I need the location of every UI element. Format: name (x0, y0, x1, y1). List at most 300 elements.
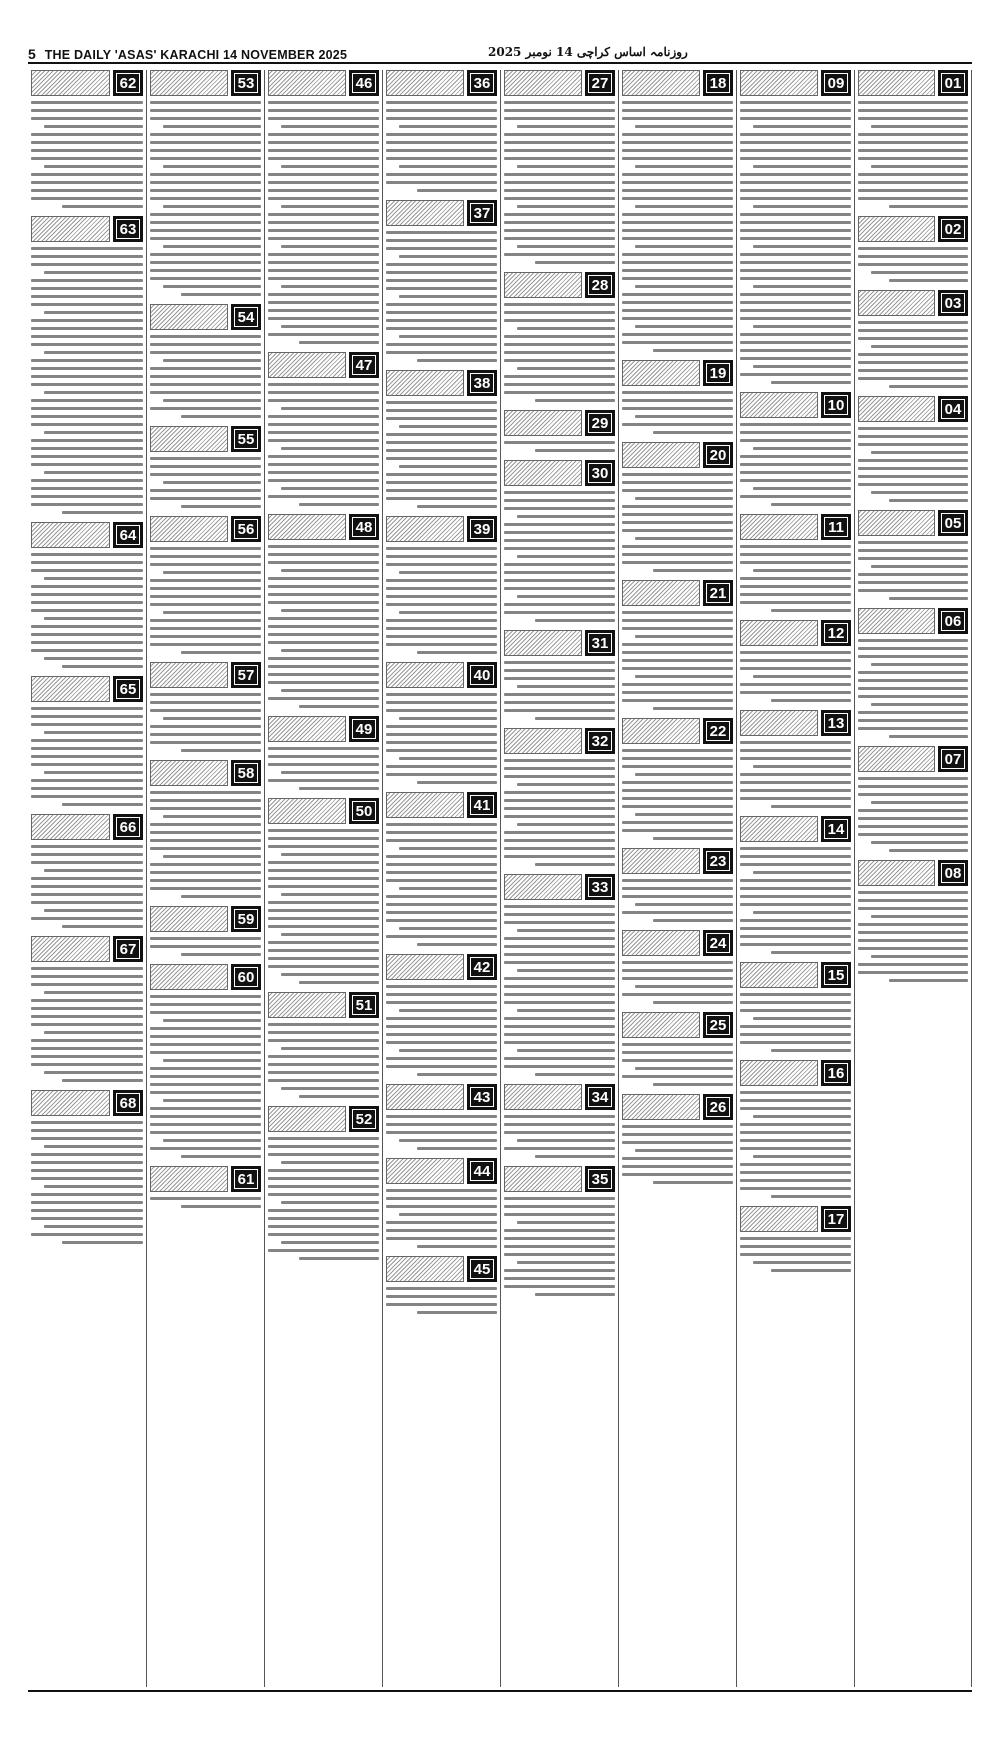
text-line (622, 237, 733, 240)
text-line (44, 1185, 143, 1188)
news-item-header (386, 954, 497, 980)
text-line (622, 691, 733, 694)
hatched-headline-bar (622, 1012, 700, 1038)
text-line (386, 919, 497, 922)
text-line (31, 633, 143, 636)
text-line (386, 773, 497, 776)
item-number-badge: 23 (703, 848, 733, 874)
text-line (31, 133, 143, 136)
hatched-headline-bar (150, 70, 228, 96)
text-line (635, 205, 733, 208)
text-line (281, 165, 379, 168)
hatched-headline-bar (150, 1166, 228, 1192)
hatched-headline-bar (268, 514, 346, 540)
text-line (635, 165, 733, 168)
hatched-headline-bar (858, 70, 935, 96)
news-item-header (386, 516, 497, 542)
text-line (858, 181, 968, 184)
text-line (504, 1123, 615, 1126)
text-line (740, 1147, 851, 1150)
text-line (44, 311, 143, 314)
news-item-header (31, 1090, 143, 1116)
news-item (858, 860, 968, 982)
news-item (622, 848, 733, 922)
item-number-badge: 21 (703, 580, 733, 606)
text-line (740, 1187, 851, 1190)
text-line (268, 383, 379, 386)
text-line (150, 367, 261, 370)
text-line (740, 757, 851, 760)
text-line (740, 1245, 851, 1248)
text-line (622, 879, 733, 882)
text-line (399, 847, 497, 850)
text-line (858, 475, 968, 478)
text-line (150, 181, 261, 184)
text-line (889, 499, 968, 502)
text-line (386, 319, 497, 322)
news-item (31, 216, 143, 514)
text-line (150, 1003, 261, 1006)
item-body-text (268, 383, 379, 506)
item-number-badge: 38 (467, 370, 497, 396)
text-line (504, 181, 615, 184)
text-line (504, 311, 615, 314)
text-line (504, 229, 615, 232)
hatched-headline-bar (31, 1090, 110, 1116)
text-line (163, 1059, 261, 1062)
text-line (858, 483, 968, 486)
text-line (535, 863, 615, 866)
text-line (740, 117, 851, 120)
text-line (31, 901, 143, 904)
text-line (740, 109, 851, 112)
text-line (504, 1237, 615, 1240)
text-line (181, 1155, 261, 1158)
text-line (871, 801, 968, 804)
text-line (386, 579, 497, 582)
text-line (31, 569, 143, 572)
item-number-badge: 55 (231, 426, 261, 452)
text-line (858, 329, 968, 332)
text-line (150, 1011, 261, 1014)
text-line (281, 245, 379, 248)
text-line (268, 399, 379, 402)
text-line (635, 813, 733, 816)
hatched-headline-bar (504, 728, 582, 754)
text-line (871, 915, 968, 918)
text-line (753, 245, 851, 248)
item-body-text (268, 545, 379, 708)
text-line (858, 671, 968, 674)
item-body-text (31, 707, 143, 806)
text-line (858, 647, 968, 650)
text-line (417, 505, 497, 508)
text-line (281, 569, 379, 572)
text-line (740, 1009, 851, 1012)
text-line (889, 597, 968, 600)
text-line (268, 189, 379, 192)
news-item-header (386, 1158, 497, 1184)
text-line (268, 1217, 379, 1220)
item-number-badge: 53 (231, 70, 261, 96)
news-item-header (622, 580, 733, 606)
item-body-text (622, 473, 733, 572)
text-line (150, 1027, 261, 1030)
text-line (386, 635, 497, 638)
hatched-headline-bar (268, 352, 346, 378)
item-body-text (386, 1287, 497, 1314)
text-line (504, 945, 615, 948)
text-line (386, 409, 497, 412)
text-line (150, 391, 261, 394)
text-line (163, 815, 261, 818)
text-line (622, 1165, 733, 1168)
item-body-text (740, 545, 851, 612)
text-line (740, 879, 851, 882)
text-line (386, 879, 497, 882)
text-line (753, 911, 851, 914)
hatched-headline-bar (150, 906, 228, 932)
news-item-header (504, 1166, 615, 1192)
news-item-header (31, 676, 143, 702)
news-item-header (858, 216, 968, 242)
text-line (740, 293, 851, 296)
text-line (31, 625, 143, 628)
text-line (653, 707, 733, 710)
text-line (740, 431, 851, 434)
text-line (504, 701, 615, 704)
text-line (740, 149, 851, 152)
text-line (753, 125, 851, 128)
text-line (858, 427, 968, 430)
news-item-header (150, 964, 261, 990)
news-item-header (268, 716, 379, 742)
text-line (150, 823, 261, 826)
text-line (871, 165, 968, 168)
item-number-badge: 14 (821, 816, 851, 842)
text-line (268, 117, 379, 120)
text-line (740, 357, 851, 360)
item-number-badge: 49 (349, 716, 379, 742)
text-line (268, 1079, 379, 1082)
text-line (150, 555, 261, 558)
text-line (535, 1155, 615, 1158)
text-line (44, 431, 143, 434)
text-line (150, 831, 261, 834)
text-line (622, 561, 733, 564)
text-line (31, 149, 143, 152)
text-line (268, 585, 379, 588)
text-line (504, 1277, 615, 1280)
text-line (771, 503, 851, 506)
news-item-header (622, 930, 733, 956)
text-line (150, 497, 261, 500)
text-line (740, 1123, 851, 1126)
text-line (635, 325, 733, 328)
hatched-headline-bar (858, 860, 935, 886)
text-line (386, 555, 497, 558)
text-line (281, 689, 379, 692)
news-item (150, 304, 261, 418)
text-line (753, 765, 851, 768)
text-line (504, 1131, 615, 1134)
text-line (622, 553, 733, 556)
text-line (150, 1035, 261, 1038)
text-line (417, 359, 497, 362)
text-line (653, 837, 733, 840)
item-body-text (150, 1197, 261, 1208)
news-item (622, 930, 733, 1004)
text-line (31, 1137, 143, 1140)
news-item (386, 954, 497, 1076)
item-number-badge: 67 (113, 936, 143, 962)
text-line (31, 999, 143, 1002)
text-line (386, 903, 497, 906)
page-number: 5 (28, 46, 36, 62)
text-line (740, 773, 851, 776)
text-line (31, 367, 143, 370)
item-body-text (740, 993, 851, 1052)
text-line (622, 277, 733, 280)
text-line (871, 565, 968, 568)
hatched-headline-bar (150, 426, 228, 452)
text-line (622, 1133, 733, 1136)
item-body-text (386, 101, 497, 192)
news-item (740, 514, 851, 612)
text-line (44, 165, 143, 168)
hatched-headline-bar (740, 392, 818, 418)
item-body-text (504, 491, 615, 622)
news-item-header (858, 860, 968, 886)
text-line (268, 463, 379, 466)
news-item (622, 718, 733, 840)
item-body-text (386, 1189, 497, 1248)
text-line (281, 771, 379, 774)
hatched-headline-bar (504, 1166, 582, 1192)
news-item-header (504, 460, 615, 486)
text-line (268, 673, 379, 676)
news-item (740, 962, 851, 1052)
text-line (535, 399, 615, 402)
text-line (31, 117, 143, 120)
text-line (740, 863, 851, 866)
text-line (871, 125, 968, 128)
text-line (622, 317, 733, 320)
news-item-header (150, 760, 261, 786)
news-item-header (504, 728, 615, 754)
text-line (31, 853, 143, 856)
text-line (268, 861, 379, 864)
item-body-text (622, 101, 733, 352)
item-body-text (858, 321, 968, 388)
item-body-text (740, 847, 851, 954)
text-line (31, 1177, 143, 1180)
text-line (889, 849, 968, 852)
text-line (268, 829, 379, 832)
text-line (740, 935, 851, 938)
news-item (858, 746, 968, 852)
text-line (622, 481, 733, 484)
text-line (31, 407, 143, 410)
text-line (386, 231, 497, 234)
text-line (740, 903, 851, 906)
item-number-badge: 24 (703, 930, 733, 956)
hatched-headline-bar (622, 930, 700, 956)
text-line (740, 577, 851, 580)
text-line (771, 1269, 851, 1272)
text-line (386, 109, 497, 112)
news-item (504, 1084, 615, 1158)
text-line (504, 157, 615, 160)
text-line (150, 133, 261, 136)
text-line (535, 261, 615, 264)
bottom-rule (28, 1690, 972, 1692)
hatched-headline-bar (622, 70, 700, 96)
news-item (268, 716, 379, 790)
news-item-header (740, 1060, 851, 1086)
text-line (858, 971, 968, 974)
text-line (504, 117, 615, 120)
text-line (31, 649, 143, 652)
item-number-badge: 26 (703, 1094, 733, 1120)
hatched-headline-bar (268, 992, 346, 1018)
text-line (31, 739, 143, 742)
news-item (150, 1166, 261, 1208)
masthead (28, 44, 972, 64)
text-line (740, 479, 851, 482)
text-line (31, 423, 143, 426)
text-line (858, 133, 968, 136)
text-line (31, 327, 143, 330)
item-body-text (858, 101, 968, 208)
text-line (268, 197, 379, 200)
text-line (163, 611, 261, 614)
hatched-headline-bar (31, 814, 110, 840)
item-body-text (386, 823, 497, 946)
item-number-badge: 58 (231, 760, 261, 786)
text-line (150, 457, 261, 460)
item-body-text (504, 303, 615, 402)
text-line (268, 277, 379, 280)
text-line (504, 375, 615, 378)
text-line (753, 675, 851, 678)
news-item-header (740, 620, 851, 646)
text-line (622, 133, 733, 136)
text-line (386, 417, 497, 420)
text-line (281, 1241, 379, 1244)
news-item (150, 760, 261, 898)
text-line (386, 693, 497, 696)
item-number-badge: 30 (585, 460, 615, 486)
text-line (871, 451, 968, 454)
text-line (150, 1115, 261, 1118)
text-line (31, 287, 143, 290)
text-line (31, 593, 143, 596)
item-number-badge: 34 (585, 1084, 615, 1110)
text-line (622, 173, 733, 176)
text-line (268, 391, 379, 394)
text-line (753, 569, 851, 572)
text-line (31, 359, 143, 362)
text-line (163, 481, 261, 484)
text-line (150, 1107, 261, 1110)
text-line (268, 779, 379, 782)
text-line (31, 455, 143, 458)
hatched-headline-bar (150, 662, 228, 688)
news-column (146, 70, 264, 1687)
text-line (517, 515, 615, 518)
text-line (31, 755, 143, 758)
text-line (299, 981, 379, 984)
news-item (386, 792, 497, 946)
text-line (31, 707, 143, 710)
text-line (753, 365, 851, 368)
item-number-badge: 05 (938, 510, 968, 536)
text-line (31, 383, 143, 386)
text-line (31, 189, 143, 192)
text-line (622, 749, 733, 752)
item-body-text (150, 101, 261, 296)
text-line (622, 399, 733, 402)
item-number-badge: 40 (467, 662, 497, 688)
text-line (622, 293, 733, 296)
hatched-headline-bar (386, 792, 464, 818)
text-line (31, 247, 143, 250)
item-number-badge: 22 (703, 718, 733, 744)
text-line (31, 917, 143, 920)
text-line (31, 861, 143, 864)
text-line (150, 725, 261, 728)
item-body-text (622, 391, 733, 434)
item-number-badge: 48 (349, 514, 379, 540)
text-line (622, 1125, 733, 1128)
text-line (740, 439, 851, 442)
text-line (504, 709, 615, 712)
text-line (504, 807, 615, 810)
news-item-header (386, 792, 497, 818)
text-line (740, 229, 851, 232)
text-line (150, 237, 261, 240)
text-line (535, 717, 615, 720)
text-line (268, 561, 379, 564)
text-line (386, 1123, 497, 1126)
text-line (504, 1041, 615, 1044)
text-line (31, 173, 143, 176)
text-line (150, 791, 261, 794)
text-line (268, 1225, 379, 1228)
item-body-text (386, 1115, 497, 1150)
news-column (28, 70, 146, 1687)
text-line (504, 993, 615, 996)
text-line (622, 781, 733, 784)
text-line (622, 993, 733, 996)
text-line (268, 1137, 379, 1140)
item-body-text (504, 1115, 615, 1158)
news-item-header (386, 70, 497, 96)
text-line (622, 109, 733, 112)
news-item-header (150, 426, 261, 452)
paper-title: THE DAILY 'ASAS' KARACHI 14 NOVEMBER 2025 (44, 48, 348, 62)
text-line (771, 1195, 851, 1198)
text-line (771, 1049, 851, 1052)
news-item (268, 798, 379, 984)
hatched-headline-bar (858, 608, 935, 634)
news-item (386, 1084, 497, 1150)
text-line (871, 345, 968, 348)
item-body-text (504, 1197, 615, 1296)
item-number-badge: 06 (938, 608, 968, 634)
item-number-badge: 31 (585, 630, 615, 656)
